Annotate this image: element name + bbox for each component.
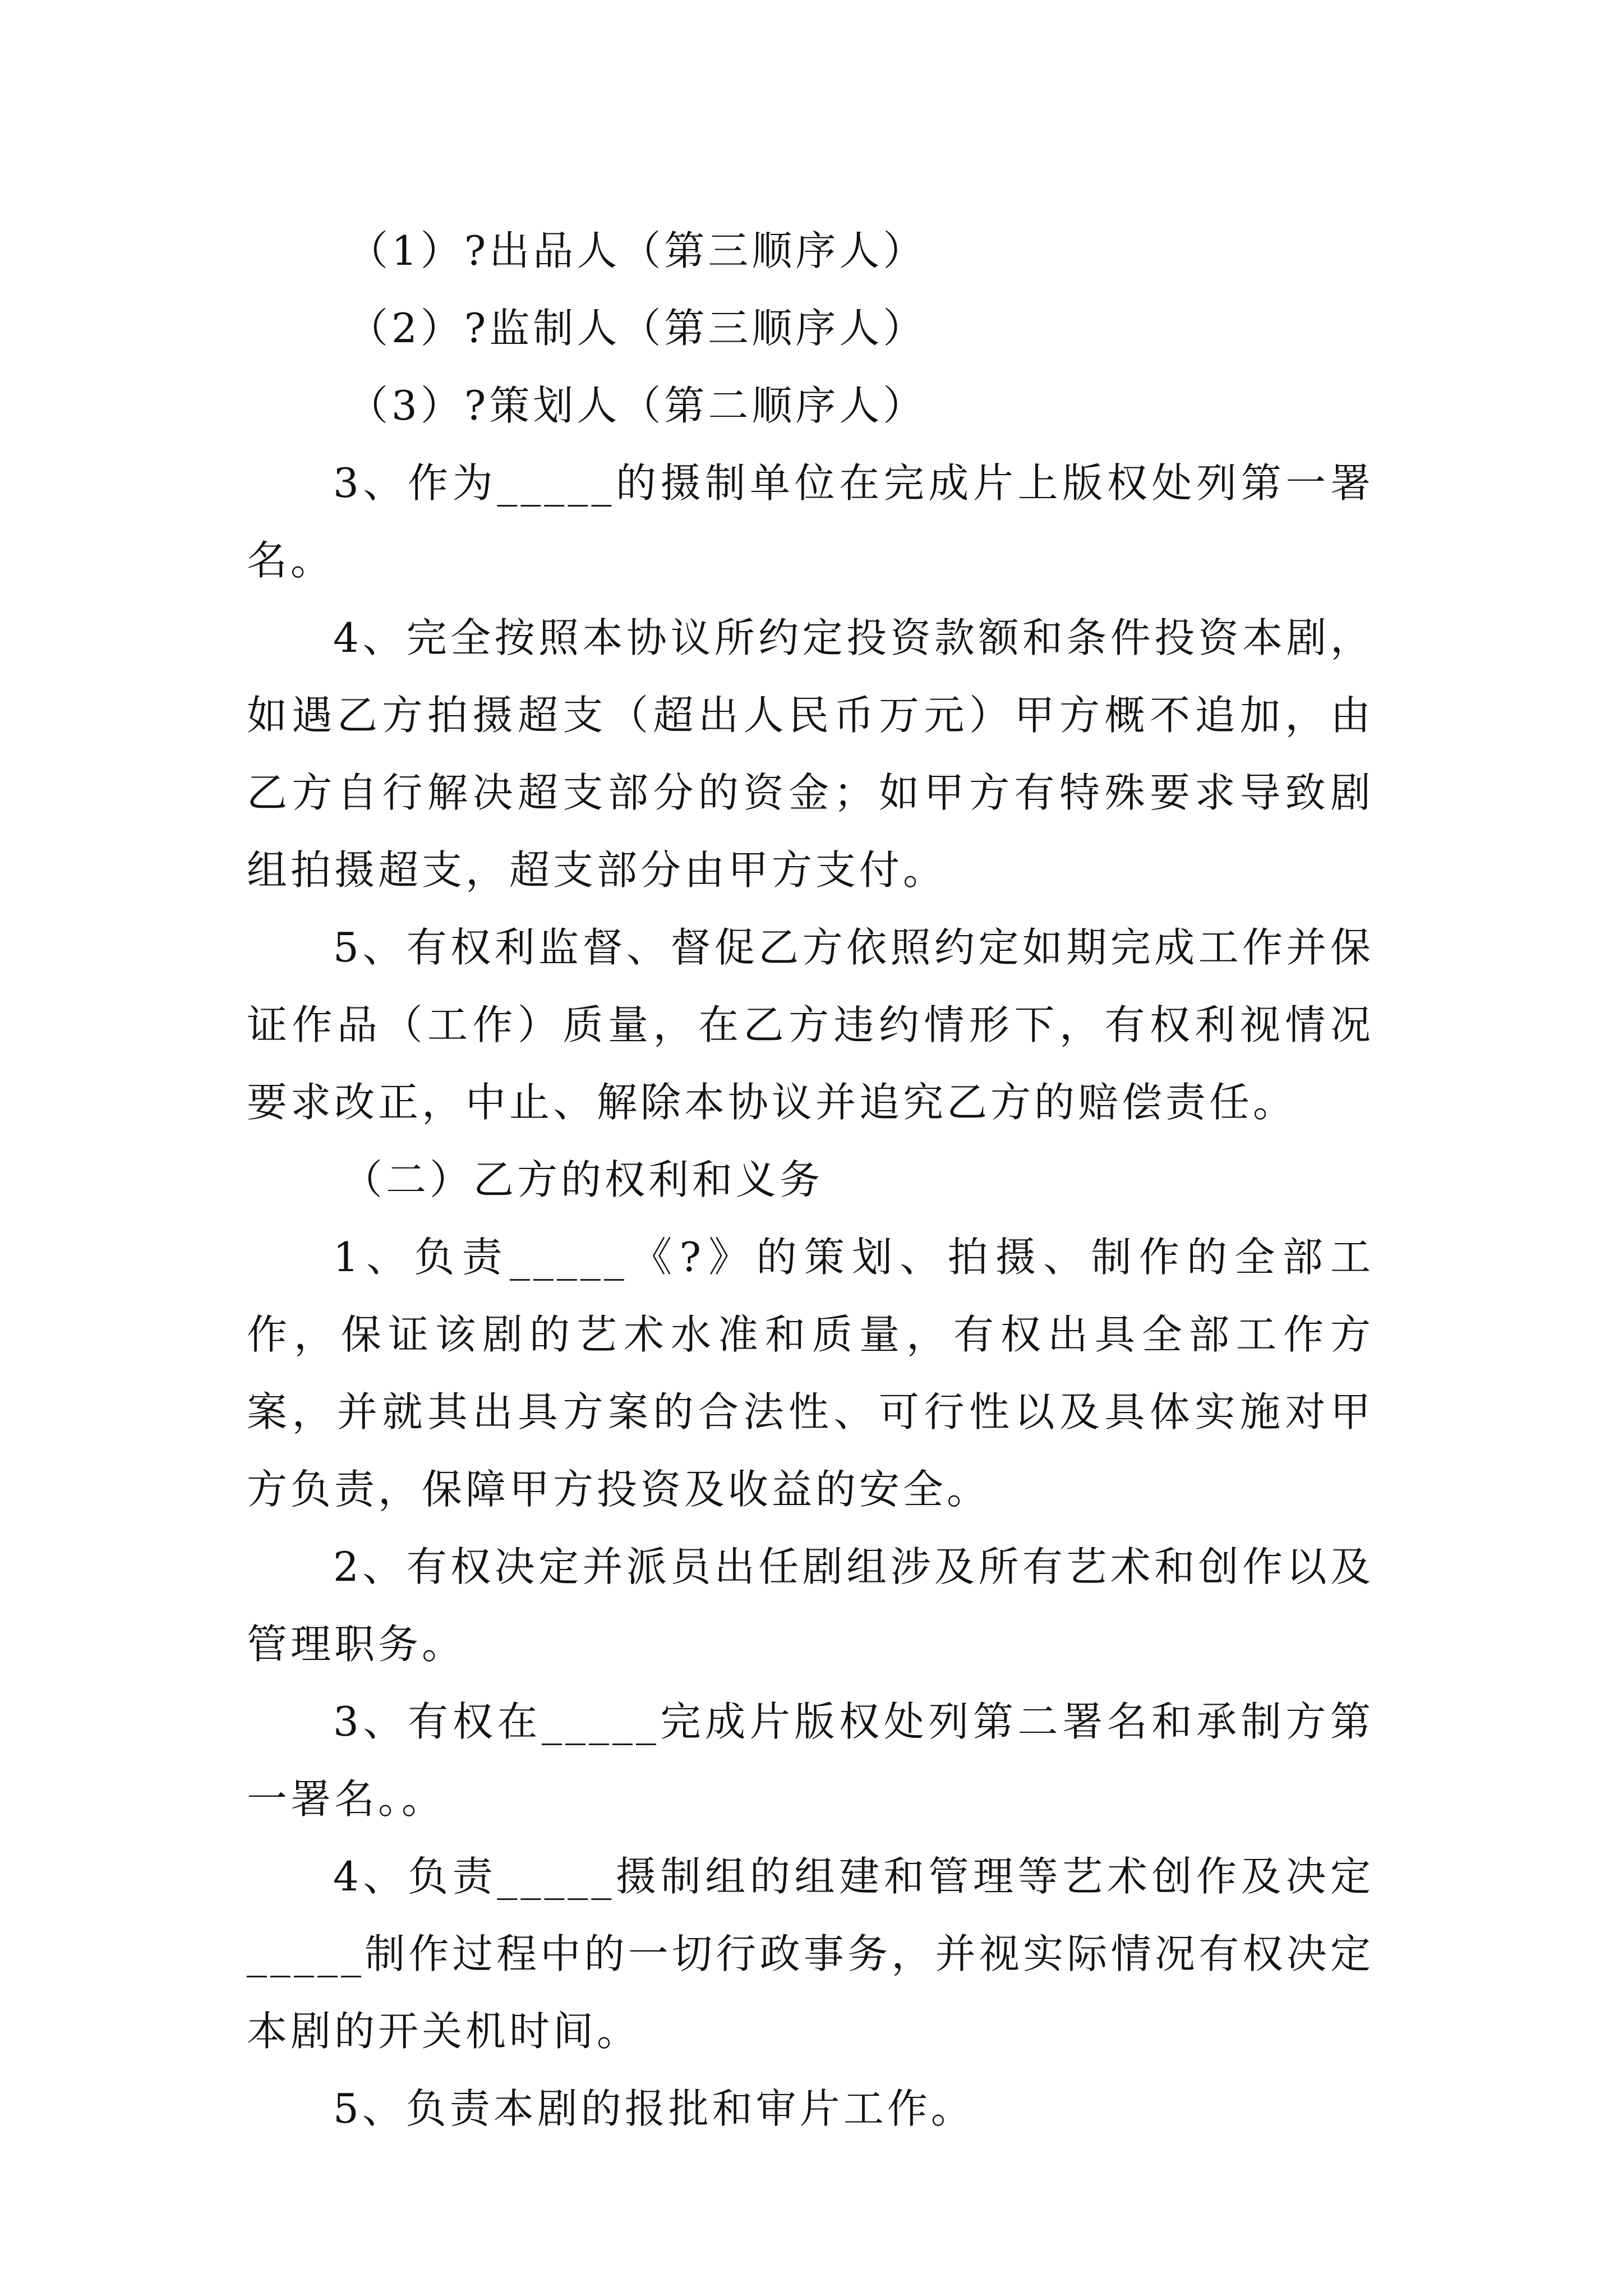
paragraph-party-b-5: 5、负责本剧的报批和审片工作。 — [333, 2085, 975, 2132]
paragraph-planner: （3）?策划人（第二顺序人） — [348, 382, 927, 429]
paragraph-producer: （1）?出品人（第三顺序人） — [348, 227, 927, 274]
section-heading-party-b: （二）乙方的权利和义务 — [342, 1156, 824, 1203]
paragraph-party-b-3: 3、有权在_____完成片版权处列第二署名和承制方第一署名。。 — [247, 1698, 1374, 1823]
paragraph-party-b-2: 2、有权决定并派员出任剧组涉及所有艺术和创作以及管理职务。 — [247, 1543, 1374, 1668]
paragraph-party-b-4: 4、负责_____摄制组的组建和管理等艺术创作及决定_____制作过程中的一切行政事务，并视实际情况有权决定本剧的开关机时间。 — [247, 1853, 1374, 2055]
paragraph-party-a-4: 4、完全按照本协议所约定投资款额和条件投资本剧，如遇乙方拍摄超支（超出人民币万元）甲方概不追加，由乙方自行解决超支部分的资金；如甲方有特殊要求导致剧组拍摄超支，超支部分由甲方支付。 — [247, 614, 1374, 894]
paragraph-party-a-3: 3、作为_____的摄制单位在完成片上版权处列第一署名。 — [247, 459, 1374, 584]
paragraph-party-b-1: 1、负责_____《?》的策划、拍摄、制作的全部工作，保证该剧的艺术水准和质量，有权出具全部工作方案，并就其出具方案的合法性、可行性以及具体实施对甲方负责，保障甲方投资及收益的安全。 — [247, 1234, 1374, 1513]
document-body — [247, 212, 1374, 2147]
paragraph-party-a-5: 5、有权利监督、督促乙方依照约定如期完成工作并保证作品（工作）质量，在乙方违约情形下，有权利视情况要求改正，中止、解除本协议并追究乙方的赔偿责任。 — [247, 924, 1374, 1126]
paragraph-supervisor: （2）?监制人（第三顺序人） — [348, 305, 927, 352]
